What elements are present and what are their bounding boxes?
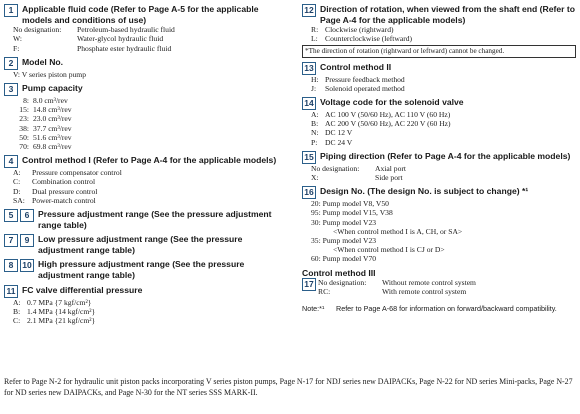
section-design-no (302, 186, 576, 263)
list-item (13, 196, 282, 205)
code-value: 0.7 MPa {7 kgf/cm²} (27, 297, 92, 307)
list-item (311, 84, 576, 93)
section-number-badge: 7 (4, 234, 18, 247)
code-value: DC 12 V (325, 128, 353, 138)
list-item (13, 168, 282, 177)
section-number-badge: 2 (4, 57, 18, 70)
section-pump-capacity (4, 83, 282, 151)
section-control-method-2 (302, 62, 576, 93)
code-value: With remote control system (382, 287, 467, 297)
code-key: H: (311, 74, 319, 84)
footer-reference-text: Refer to Page N-2 for hydraulic unit piston packs incorporating V series piston pumps, Page N-17 for NDJ series new DAIPACKs, Page N-22 for ND series Mini-packs, Page N-27 for ND series new DAIPACKs, and Page N-30 for the NT series SSS MARK-II. (4, 377, 573, 397)
section-number-badge: 3 (4, 83, 18, 96)
list-item-condition: <When control method I is A, CH, or SA> (333, 226, 463, 236)
list-item (311, 34, 576, 43)
list-item: 30: Pump model V23 (311, 217, 377, 227)
note-text: Refer to Page A-68 for information on forward/backward compatibility. (336, 303, 557, 313)
list-item (13, 25, 282, 34)
section-control-method-3 (302, 268, 576, 297)
code-value: Without remote control system (382, 278, 476, 288)
section-number-badge: 12 (302, 4, 316, 17)
code-value: Counterclockwise (leftward) (325, 34, 413, 44)
section-title: Control method II (320, 61, 392, 72)
section-number-badge: 4 (4, 155, 18, 168)
code-key: 8: (23, 96, 29, 105)
list-item (13, 44, 282, 53)
code-value: Power-match control (32, 195, 96, 205)
list-item (13, 96, 282, 105)
list-item (311, 173, 576, 182)
list-item (13, 34, 282, 43)
code-key: 70: (19, 142, 29, 152)
list-item (311, 138, 576, 147)
section-title: Direction of rotation, when viewed from the shaft end (Refer to Page A-4 for the applicable models) (320, 4, 575, 25)
code-value: 2.1 MPa {21 kgf/cm²} (27, 316, 96, 325)
list-item (311, 25, 576, 34)
code-value: 8.0 cm³/rev (33, 96, 68, 105)
list-item (13, 105, 282, 114)
code-key: N: (311, 128, 319, 138)
note-label: Note:*¹ (302, 303, 325, 313)
code-key: No designation: (13, 25, 62, 35)
code-key: 15: (19, 105, 29, 115)
section-title: Voltage code for the solenoid valve (320, 97, 464, 107)
section-title: Piping direction (Refer to Page A-4 for the applicable models) (320, 150, 571, 161)
code-value: Pressure feedback method (325, 74, 405, 84)
code-key: 23: (19, 114, 29, 124)
code-value: 69.8 cm³/rev (33, 142, 72, 152)
code-key: No designation: (318, 278, 367, 288)
section-number-badge: 14 (302, 97, 316, 110)
list-item (13, 133, 282, 142)
list-item (13, 142, 282, 151)
section-number-badge: 9 (20, 234, 34, 247)
section-number-badge: 5 (4, 209, 18, 222)
section-number-badge: 11 (4, 285, 18, 298)
section-rotation-direction (302, 4, 576, 58)
code-value: 51.6 cm³/rev (33, 132, 72, 142)
code-value: Clockwise (rightward) (325, 25, 394, 35)
list-item (318, 278, 476, 287)
code-value: Side port (375, 173, 403, 183)
section-title: Pump capacity (22, 83, 83, 93)
code-key: A: (13, 297, 21, 307)
code-value: Water-glycol hydraulic fluid (77, 34, 164, 44)
section-title: Design No. (The design No. is subject to change) *¹ (320, 186, 529, 197)
list-item (311, 128, 576, 137)
section-number-badge: 10 (20, 259, 34, 272)
list-item (13, 307, 282, 316)
code-key: C: (13, 316, 21, 325)
left-column (4, 4, 282, 329)
section-number-badge: 13 (302, 62, 316, 75)
list-item (13, 114, 282, 123)
section-title: Model No. (22, 56, 64, 67)
list-item (13, 298, 282, 307)
code-value: 37.7 cm³/rev (33, 123, 72, 133)
code-key: 50: (19, 132, 29, 142)
code-key: C: (13, 177, 21, 187)
code-key: No designation: (311, 163, 360, 173)
section-title: Applicable fluid code (Refer to Page A-5 for the applicable models and conditions of use) (22, 4, 259, 25)
code-key: B: (13, 306, 21, 316)
section-control-method-1 (4, 155, 282, 205)
list-item (13, 187, 282, 196)
code-key: R: (311, 25, 319, 35)
list-item (13, 316, 282, 325)
section-title: High pressure adjustment range (See the pressure adjustment range table) (38, 259, 245, 280)
code-key: P: (311, 137, 318, 147)
section-pressure-adjustment (4, 209, 282, 230)
section-number-badge: 1 (4, 4, 18, 17)
compatibility-note (302, 305, 576, 314)
list-item (13, 124, 282, 133)
code-key: 38: (19, 123, 29, 133)
section-title: Control method III (302, 267, 376, 278)
code-value: AC 200 V (50/60 Hz), AC 220 V (60 Hz) (325, 119, 451, 129)
list-item (311, 75, 576, 84)
section-fc-valve (4, 285, 282, 326)
section-low-pressure-adjustment (4, 234, 282, 255)
code-value: 23.0 cm³/rev (33, 114, 72, 124)
code-key: J: (311, 83, 317, 93)
list-item (311, 110, 576, 119)
section-fluid-code (4, 4, 282, 53)
code-value: Pressure compensator control (32, 168, 122, 178)
section-title: Control method I (Refer to Page A-4 for the applicable models) (22, 155, 277, 166)
list-item: 20: Pump model V8, V50 (311, 199, 389, 209)
code-value: Phosphate ester hydraulic fluid (77, 43, 172, 53)
code-key: D: (13, 186, 21, 196)
code-value: DC 24 V (325, 137, 353, 147)
section-title: Low pressure adjustment range (See the pressure adjustment range table) (38, 234, 243, 255)
rotation-note: *The direction of rotation (rightward or leftward) cannot be changed. (302, 45, 576, 58)
code-key: L: (311, 34, 318, 44)
code-value: Combination control (32, 177, 96, 187)
section-number-badge: 15 (302, 151, 316, 164)
section-number-badge: 16 (302, 186, 316, 199)
section-high-pressure-adjustment (4, 259, 282, 280)
code-value: Axial port (375, 163, 407, 173)
section-model-no (4, 57, 282, 79)
code-key: RC: (318, 287, 331, 297)
section-piping-direction (302, 151, 576, 182)
code-key: X: (311, 173, 319, 183)
list-item: 60: Pump model V70 (311, 254, 377, 264)
code-value: Dual pressure control (32, 186, 98, 196)
section-number-badge: 8 (4, 259, 18, 272)
list-item: 35: Pump model V23 (311, 236, 377, 246)
code-key: A: (311, 110, 319, 119)
code-value: 1.4 MPa {14 kgf/cm²} (27, 306, 96, 316)
list-item (311, 119, 576, 128)
section-title: Pressure adjustment range (See the pressure adjustment range table) (38, 209, 272, 230)
right-column (302, 4, 576, 313)
section-number-badge: 17 (302, 278, 316, 291)
model-line: V: V series piston pump (13, 69, 86, 79)
code-value: 14.8 cm³/rev (33, 105, 72, 115)
code-key: W: (13, 34, 22, 44)
code-value: Petroleum-based hydraulic fluid (77, 25, 175, 35)
list-item (318, 287, 476, 296)
code-value: Solenoid operated method (325, 83, 405, 93)
code-key: B: (311, 119, 319, 129)
section-number-badge: 6 (20, 209, 34, 222)
code-value: AC 100 V (50/60 Hz), AC 110 V (60 Hz) (325, 110, 451, 119)
list-item-condition: <When control method I is CJ or D> (333, 245, 445, 255)
list-item (13, 177, 282, 186)
section-title: FC valve differential pressure (22, 284, 143, 295)
section-voltage-code (302, 97, 576, 147)
list-item (311, 164, 576, 173)
code-key: A: (13, 168, 21, 178)
list-item: 95: Pump model V15, V38 (311, 208, 393, 218)
code-key: SA: (13, 195, 25, 205)
code-key: F: (13, 43, 20, 53)
